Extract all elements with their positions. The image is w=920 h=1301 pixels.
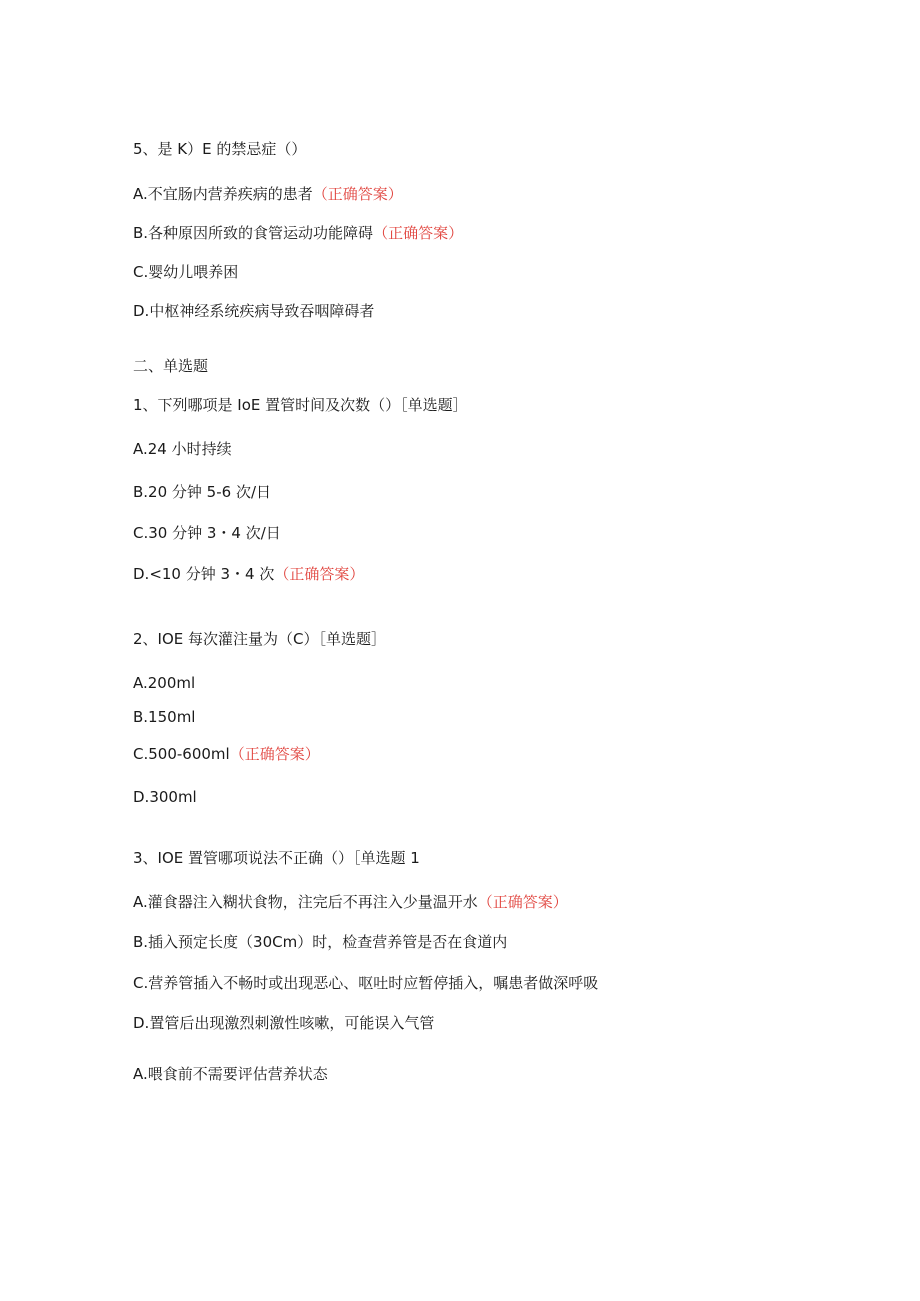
s1-option-d: D.<10 分钟 3・4 次（正确答案）: [133, 565, 365, 583]
section-heading-single-choice: 二、单选题: [133, 357, 209, 375]
s3-option-b: B.插入预定长度（30Cm）时，检查营养管是否在食道内: [133, 933, 508, 951]
correct-answer-mark: （正确答案）: [477, 893, 568, 911]
correct-answer-mark: （正确答案）: [229, 745, 320, 763]
s3-option-c: C.营养管插入不畅时或出现恶心、呕吐时应暂停插入，嘱患者做深呼吸: [133, 974, 599, 992]
s1-option-c: C.30 分钟 3・4 次/日: [133, 524, 281, 542]
correct-answer-mark: （正确答案）: [274, 565, 365, 583]
correct-answer-mark: （正确答案）: [312, 185, 403, 203]
s1-option-a: A.24 小时持续: [133, 440, 232, 458]
s1-option-b: B.20 分钟 5-6 次/日: [133, 483, 272, 501]
q5-option-a: A.不宜肠内营养疾病的患者（正确答案）: [133, 185, 403, 203]
single-question-3-stem: 3、IOE 置管哪项说法不正确（）［单选题 1: [133, 849, 420, 867]
q5-option-d: D.中枢神经系统疾病导致吞咽障碍者: [133, 302, 375, 320]
q5-option-c: C.婴幼儿喂养困: [133, 263, 239, 281]
correct-answer-mark: （正确答案）: [373, 224, 464, 242]
s4-option-a: A.喂食前不需要评估营养状态: [133, 1065, 328, 1083]
s3-option-d: D.置管后出现激烈刺激性咳嗽，可能误入气管: [133, 1014, 435, 1032]
s2-option-d: D.300ml: [133, 788, 197, 806]
single-question-2-stem: 2、IOE 每次灌注量为（C）［单选题］: [133, 630, 386, 648]
question-5-stem: 5、是 K）E 的禁忌症（）: [133, 140, 307, 158]
q5-option-b: B.各种原因所致的食管运动功能障碍（正确答案）: [133, 224, 464, 242]
single-question-1-stem: 1、下列哪项是 IoE 置管时间及次数（）［单选题］: [133, 396, 468, 414]
s3-option-a: A.灌食器注入糊状食物，注完后不再注入少量温开水（正确答案）: [133, 893, 568, 911]
s2-option-b: B.150ml: [133, 708, 196, 726]
s2-option-a: A.200ml: [133, 674, 196, 692]
s2-option-c: C.500-600ml（正确答案）: [133, 745, 320, 763]
